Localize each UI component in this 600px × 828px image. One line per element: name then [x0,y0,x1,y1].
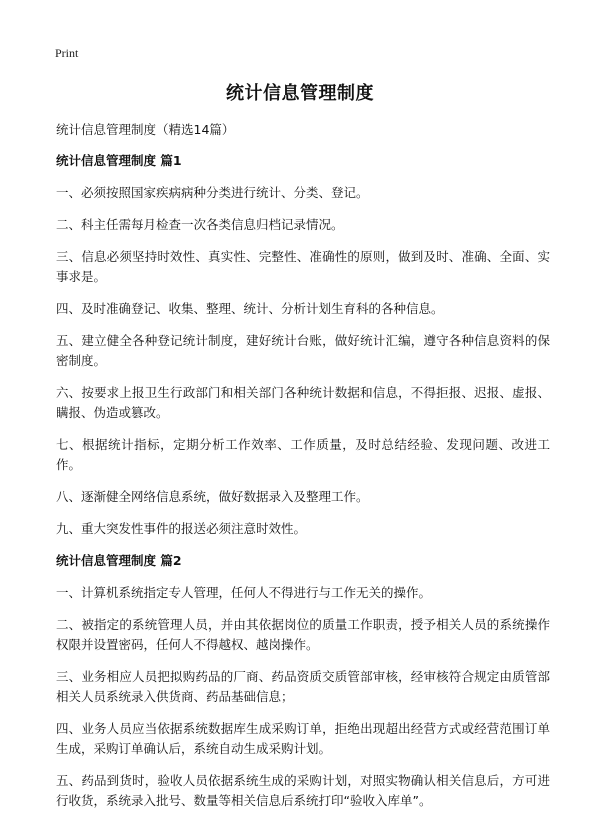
section-heading: 统计信息管理制度 篇1 [56,153,182,168]
paragraph: 一、必须按照国家疾病病种分类进行统计、分类、登记。 [56,185,369,200]
document-subtitle: 统计信息管理制度（精选14篇） [56,122,235,137]
document-body [56,120,550,823]
print-label: Print [55,46,79,60]
paragraph: 四、业务人员应当依据系统数据库生成采购订单，拒绝出现超出经营方式或经营范围订单生成，采购订单确认后，系统自动生成采购计划。 [56,721,550,756]
paragraph: 四、及时准确登记、收集、整理、统计、分析计划生育科的各种信息。 [56,301,444,316]
paragraph: 三、业务相应人员把拟购药品的厂商、药品资质交质管部审核，经审核符合规定由质管部相关人员系统录入供货商、药品基础信息； [56,669,550,704]
paragraph: 七、根据统计指标，定期分析工作效率、工作质量，及时总结经验、发现问题、改进工作。 [56,437,550,472]
paragraph: 五、药品到货时，验收人员依据系统生成的采购计划，对照实物确认相关信息后，方可进行收货，系统录入批号、数量等相关信息后系统打印“验收入库单”。 [56,773,550,808]
paragraph: 五、建立健全各种登记统计制度，建好统计台账，做好统计汇编，遵守各种信息资料的保密制度。 [56,333,550,368]
section-1 [56,151,550,539]
paragraph: 一、计算机系统指定专人管理，任何人不得进行与工作无关的操作。 [56,585,432,600]
paragraph: 二、科主任需每月检查一次各类信息归档记录情况。 [56,217,344,232]
paragraph: 六、按要求上报卫生行政部门和相关部门各种统计数据和信息，不得拒报、迟报、虚报、瞒报、伪造或篡改。 [56,385,550,420]
paragraph: 八、逐渐健全网络信息系统，做好数据录入及整理工作。 [56,489,369,504]
section-heading: 统计信息管理制度 篇2 [56,553,182,568]
paragraph: 三、信息必须坚持时效性、真实性、完整性、准确性的原则，做到及时、准确、全面、实事求是。 [56,249,550,284]
document-title: 统计信息管理制度 [226,83,374,104]
paragraph: 二、被指定的系统管理人员，并由其依据岗位的质量工作职责，授予相关人员的系统操作权限并设置密码，任何人不得越权、越岗操作。 [56,617,550,652]
section-2 [56,551,550,811]
paragraph: 九、重大突发性事件的报送必须注意时效性。 [56,521,307,536]
